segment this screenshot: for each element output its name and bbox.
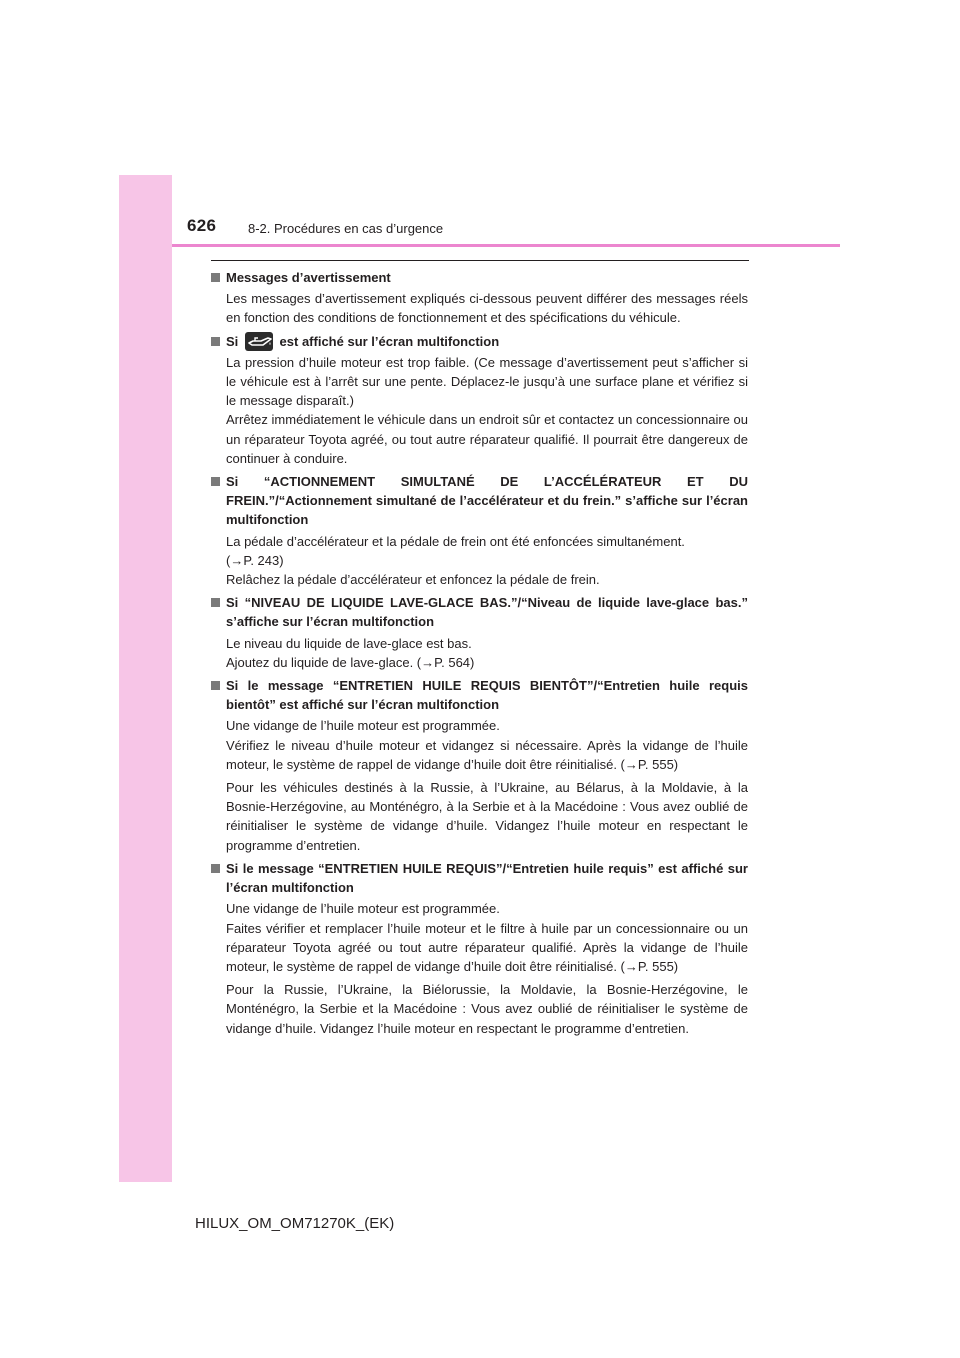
square-bullet-icon: [211, 477, 220, 486]
simultaneous-pedal-section: [211, 472, 748, 589]
oil-pressure-section: [211, 332, 748, 468]
item-heading: Si est affiché sur l’écran multifonction: [211, 332, 748, 351]
paragraph: Une vidange de l’huile moteur est programmée. Faites vérifier et remplacer l’huile moteur et le filtre à huile par un concessionnaire ou un réparateur Toyota agréé ou tout autre réparateur qualifié. Après la vidange de l’huile moteur, le système de rappel de vidange d’huile doit être réinitialisé. (→P. 555): [226, 901, 748, 974]
content-divider: [211, 260, 749, 261]
washer-fluid-section: [211, 593, 748, 672]
thumb-index-band: [119, 175, 172, 1182]
warning-messages-section: [211, 268, 748, 328]
paragraph: Pour la Russie, l’Ukraine, la Biélorussie, la Moldavie, la Bosnie-Herzégovine, le Monténégro, la Serbie et la Macédoine : Vous avez oublié de réinitialiser le système de vidange d’huile. Vidangez l’huile moteur en respectant le programme d’entretien.: [226, 982, 748, 1036]
main-content: [211, 268, 748, 1042]
item-heading: Si “ACTIONNEMENT SIMULTANÉ DE L’ACCÉLÉRATEUR ET DU FREIN.”/“Actionnement simultané de l’accélérateur et du frein.” s’affiche sur l’écran multifonction: [211, 472, 748, 530]
item-heading: Si le message “ENTRETIEN HUILE REQUIS BIENTÔT”/“Entretien huile requis bientôt” est affiché sur l’écran multifonction: [211, 676, 748, 714]
square-bullet-icon: [211, 337, 220, 346]
page-reference: (→P. 243): [226, 552, 284, 568]
item-heading: Messages d’avertissement: [211, 268, 748, 287]
square-bullet-icon: [211, 273, 220, 282]
page-number: 626: [187, 216, 217, 235]
section-title: 8-2. Procédures en cas d’urgence: [248, 221, 444, 236]
square-bullet-icon: [211, 681, 220, 690]
item-heading: Si le message “ENTRETIEN HUILE REQUIS”/“Entretien huile requis” est affiché sur l’écran multifonction: [211, 859, 748, 897]
oil-pressure-icon: [245, 332, 273, 351]
square-bullet-icon: [211, 598, 220, 607]
paragraph: Le niveau du liquide de lave-glace est bas. Ajoutez du liquide de lave-glace. (→P. 564): [226, 635, 475, 670]
paragraph: Pour les véhicules destinés à la Russie, à l’Ukraine, au Bélarus, à la Moldavie, à la Bosnie-Herzégovine, au Monténégro, à la Serbie et à la Macédoine : Vous avez oublié de réinitialiser le système de vidange d’huile. Vidangez l’huile moteur en respectant le programme d’entretien.: [226, 780, 748, 853]
paragraph: La pédale d’accélérateur et la pédale de frein ont été enfoncées simultanément. (→P. 243) Relâchez la pédale d’accélérateur et enfoncez la pédale de frein.: [211, 532, 748, 590]
oil-maintenance-required-section: [211, 859, 748, 1038]
square-bullet-icon: [211, 864, 220, 873]
document-code: HILUX_OM_OM71270K_(EK): [195, 1215, 395, 1232]
paragraph: La pression d’huile moteur est trop faible. (Ce message d’avertissement peut s’afficher si le véhicule est à l’arrêt sur une pente. Déplacez-le jusqu’à une surface plane et vérifiez si le message disparaît.) Arrêtez immédiatement le véhicule dans un endroit sûr et contactez un concessionnaire ou un réparateur Toyota agréé, ou tout autre réparateur qualifié. Il pourrait être dangereux de continuer à conduire.: [226, 354, 748, 466]
paragraph: Les messages d’avertissement expliqués ci-dessous peuvent différer des messages réels en fonction des conditions de fonctionnement et des spécifications du véhicule.: [226, 291, 748, 326]
oil-maintenance-soon-section: [211, 676, 748, 855]
paragraph: Une vidange de l’huile moteur est programmée. Vérifiez le niveau d’huile moteur et vidangez si nécessaire. Après la vidange de l’huile moteur, le système de rappel de vidange d’huile doit être réinitialisé. (→P. 555): [226, 718, 748, 772]
header-rule: [172, 244, 840, 247]
item-heading: Si “NIVEAU DE LIQUIDE LAVE-GLACE BAS.”/“Niveau de liquide lave-glace bas.” s’affiche sur l’écran multifonction: [211, 593, 748, 631]
